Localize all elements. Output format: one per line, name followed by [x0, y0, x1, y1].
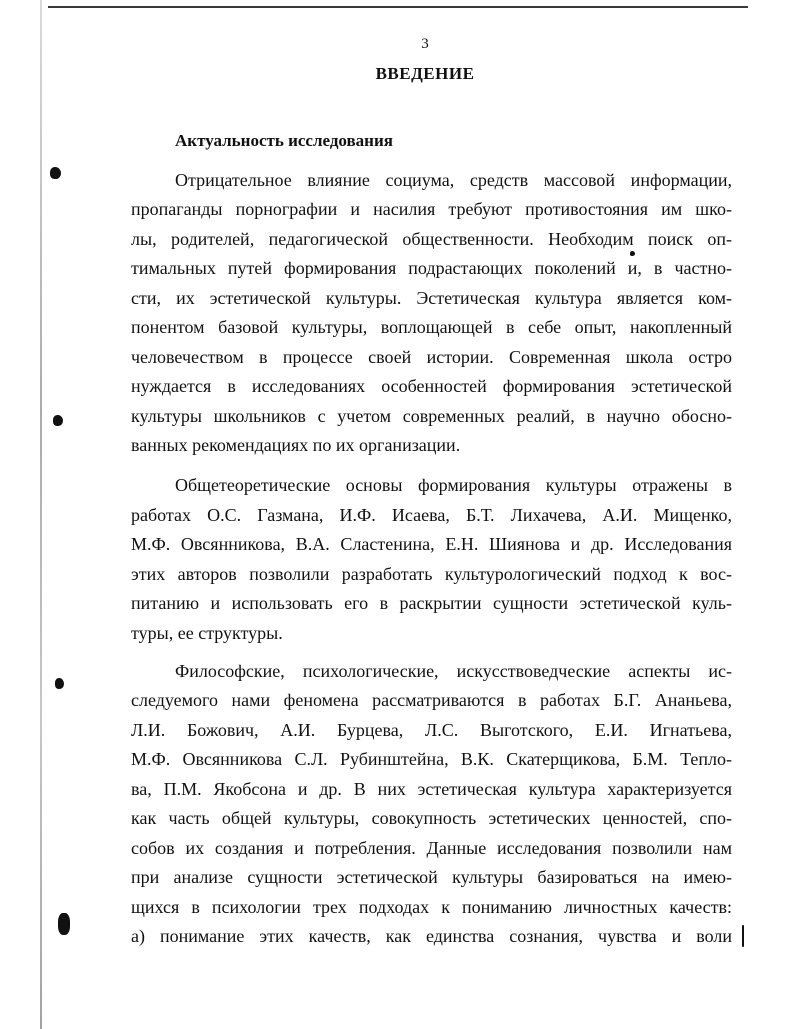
- text-line: собов их создания и потребления. Данные исследования позволили нам: [131, 838, 732, 858]
- text-line: щихся в психологии трех подходах к пониманию личностных качеств:: [131, 897, 732, 917]
- text-line: лы, родителей, педагогической общественности. Необходим поиск оп-: [131, 229, 732, 249]
- text-line: Общетеоретические основы формирования культуры отражены в: [175, 475, 732, 495]
- text-line: ва, П.М. Якобсона и др. В них эстетическая культура характеризуется: [131, 779, 732, 799]
- top-border-line: [48, 6, 748, 8]
- text-line: как часть общей культуры, совокупность эстетических ценностей, спо-: [131, 808, 732, 828]
- scan-speck: [58, 913, 70, 935]
- scan-speck: [53, 415, 63, 426]
- text-line: сти, их эстетической культуры. Эстетическая культура является ком-: [131, 288, 732, 308]
- margin-mark: [742, 925, 744, 947]
- text-line: культуры школьников с учетом современных реалий, в научно обосно-: [131, 406, 732, 426]
- text-line: ванных рекомендациях по их организации.: [131, 435, 461, 455]
- text-line: при анализе сущности эстетической культуры базироваться на имею-: [131, 867, 732, 887]
- section-heading: Актуальность исследования: [175, 131, 393, 150]
- scan-speck: [630, 251, 635, 256]
- text-line: следуемого нами феномена рассматриваются в работах Б.Г. Ананьева,: [131, 690, 732, 710]
- text-line: М.Ф. Овсянникова С.Л. Рубинштейна, В.К. Скатерщикова, Б.М. Тепло-: [131, 749, 732, 769]
- text-line: работах О.С. Газмана, И.Ф. Исаева, Б.Т. Лихачева, А.И. Мищенко,: [131, 505, 732, 525]
- scan-speck: [50, 167, 61, 179]
- text-line: а) понимание этих качеств, как единства сознания, чувства и воли: [131, 926, 732, 946]
- text-line: Философские, психологические, искусствоведческие аспекты ис-: [175, 661, 732, 681]
- text-line: человечеством в процессе своей истории. Современная школа остро: [131, 347, 732, 367]
- text-line: Л.И. Божович, А.И. Бурцева, Л.С. Выготского, Е.И. Игнатьева,: [131, 720, 732, 740]
- page-title: ВВЕДЕНИЕ: [375, 64, 475, 83]
- text-line: Отрицательное влияние социума, средств массовой информации,: [175, 170, 732, 190]
- text-line: понентом базовой культуры, воплощающей в себе опыт, накопленный: [131, 317, 732, 337]
- scan-edge-shadow: [40, 0, 42, 1029]
- text-line: питанию и использовать его в раскрытии сущности эстетической куль-: [131, 593, 732, 613]
- text-line: туры, ее структуры.: [131, 623, 283, 643]
- text-line: тимальных путей формирования подрастающих поколений и, в частно-: [131, 258, 732, 278]
- page-number: 3: [421, 36, 429, 52]
- text-line: этих авторов позволили разработать культурологический подход к вос-: [131, 564, 732, 584]
- text-line: пропаганды порнографии и насилия требуют противостояния им шко-: [131, 199, 732, 219]
- scan-speck: [55, 678, 64, 689]
- text-line: М.Ф. Овсянникова, В.А. Сластенина, Е.Н. Шиянова и др. Исследования: [131, 534, 732, 554]
- text-line: нуждается в исследованиях особенностей формирования эстетической: [131, 376, 732, 396]
